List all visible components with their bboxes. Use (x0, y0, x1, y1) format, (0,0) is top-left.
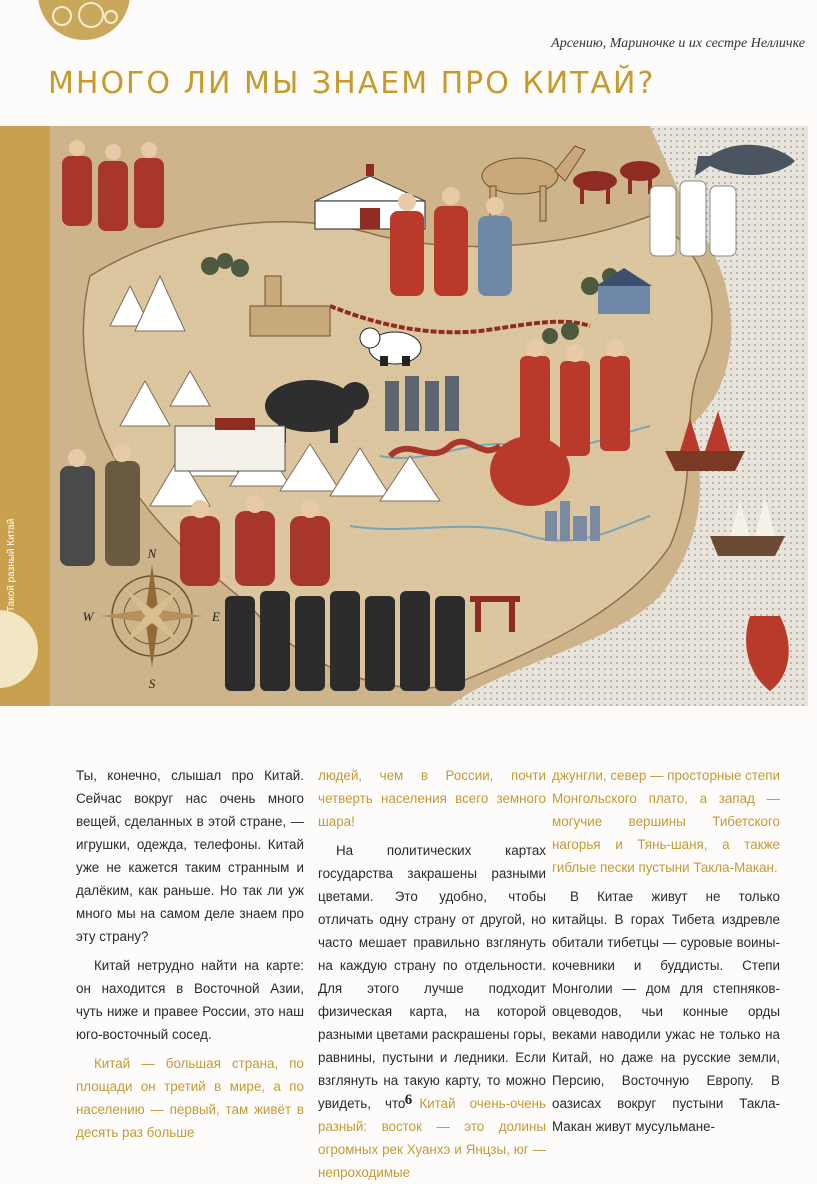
section-label: Такой разный Китай (6, 518, 17, 612)
text-column-2 (318, 764, 546, 1184)
highlighted-text: Китай очень-очень разный: восток — это долины огромных рек Хуанхэ и Янцзы, юг — непроходимые (318, 1096, 546, 1180)
compass-west: W (82, 609, 94, 624)
people-south (225, 591, 465, 691)
highlighted-paragraph: джунгли, север — просторные степи Монгольского плато, а запад — могучие вершины Тибетского нагорья и Тянь-шаня, а также гиблые пески пустыни Такла-Макан. (552, 768, 780, 875)
paragraph: Китай нетрудно найти на карте: он находится в Восточной Азии, чуть ниже и правее России, это наш юго-восточный сосед. (76, 958, 304, 1042)
page-title: МНОГО ЛИ МЫ ЗНАЕМ ПРО КИТАЙ? (48, 66, 656, 101)
paragraph: В Китае живут не только китайцы. В горах Тибета издревле обитали тибетцы — суровые воины-кочевники и буддисты. Степи Монголии — дом для степняков-овцеводов, чьи конные орды веками наводили ужас не только на Китай, но даже на русские земли, Персию, Восточную Европу. В оазисах вокруг пустыни Такла-Макан живут мусульмане- (552, 889, 780, 1134)
compass-east: E (212, 609, 220, 624)
side-ornament (0, 610, 38, 690)
corner-ornament (38, 0, 130, 40)
buddha-illustration (490, 436, 570, 506)
people-northeast (650, 181, 736, 256)
highlighted-paragraph: людей, чем в России, почти четверть населения всего земного шара! (318, 768, 546, 829)
page-number: 6 (404, 1092, 413, 1108)
compass-south: S (148, 676, 156, 691)
paragraph: Ты, конечно, слышал про Китай. Сейчас вокруг нас очень много вещей, сделанных в этой стране, — игрушки, одежда, телефоны. Китай уже не кажется таким странным и далёким, как раньше. Но так ли уж много мы на самом деле знаем про эту страну? (76, 768, 304, 944)
dedication: Арсению, Мариночке и их сестре Нелличке (551, 36, 805, 51)
illustrated-map (50, 126, 808, 706)
highlighted-paragraph: Китай — большая страна, по площади он третий в мире, а по населению — первый, там живёт в десять раз больше (76, 1056, 304, 1140)
people-tibet (180, 495, 330, 586)
compass-north: N (147, 546, 157, 561)
potala-palace (175, 418, 285, 471)
text-column-1 (76, 764, 304, 1144)
text-column-3 (552, 764, 780, 1138)
paragraph-text: На политических картах государства закрашены разными цветами. Это удобно, чтобы отличать одну страну от другой, но часто мешает правильно взглянуть на каждую страну по отдельности. Для этого лучше подходит физическая карта, на которой разными цветами раскрашены горы, равнины, пустыни и ледники. Если взглянуть на такую карту, то можно увидеть, что (318, 843, 546, 1111)
people-central (390, 187, 512, 296)
people-mongolia (62, 140, 164, 231)
paragraph (318, 839, 546, 1184)
